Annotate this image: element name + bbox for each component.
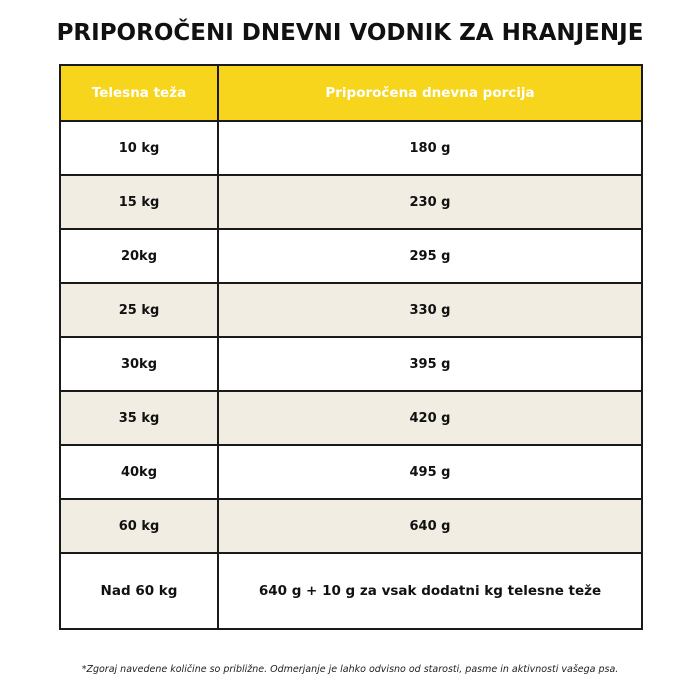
header-daily-portion: Priporočena dnevna porcija <box>218 65 642 121</box>
portion-cell: 640 g <box>218 499 642 553</box>
weight-cell: 25 kg <box>60 283 218 337</box>
weight-cell: 20kg <box>60 229 218 283</box>
table-header-row <box>60 65 642 121</box>
table-row <box>60 445 642 499</box>
footnote: *Zgoraj navedene količine so približne. Odmerjanje je lahko odvisno od starosti, pasme in aktivnosti vašega psa. <box>81 664 619 675</box>
feeding-table <box>59 64 643 630</box>
table-row <box>60 229 642 283</box>
table-row <box>60 175 642 229</box>
portion-cell: 295 g <box>218 229 642 283</box>
portion-cell: 495 g <box>218 445 642 499</box>
portion-cell: 230 g <box>218 175 642 229</box>
weight-cell: 30kg <box>60 337 218 391</box>
portion-cell: 420 g <box>218 391 642 445</box>
portion-cell: 395 g <box>218 337 642 391</box>
page-title: PRIPOROČENI DNEVNI VODNIK ZA HRANJENJE <box>56 20 644 46</box>
weight-cell: 40kg <box>60 445 218 499</box>
portion-cell: 330 g <box>218 283 642 337</box>
weight-cell: 10 kg <box>60 121 218 175</box>
portion-cell: 180 g <box>218 121 642 175</box>
table-row <box>60 553 642 629</box>
table-row <box>60 121 642 175</box>
table-row <box>60 283 642 337</box>
portion-cell: 640 g + 10 g za vsak dodatni kg telesne teže <box>218 553 642 629</box>
weight-cell: 15 kg <box>60 175 218 229</box>
table-row <box>60 499 642 553</box>
weight-cell: 60 kg <box>60 499 218 553</box>
weight-cell: 35 kg <box>60 391 218 445</box>
weight-cell: Nad 60 kg <box>60 553 218 629</box>
table-row <box>60 391 642 445</box>
header-body-weight: Telesna teža <box>60 65 218 121</box>
table-row <box>60 337 642 391</box>
